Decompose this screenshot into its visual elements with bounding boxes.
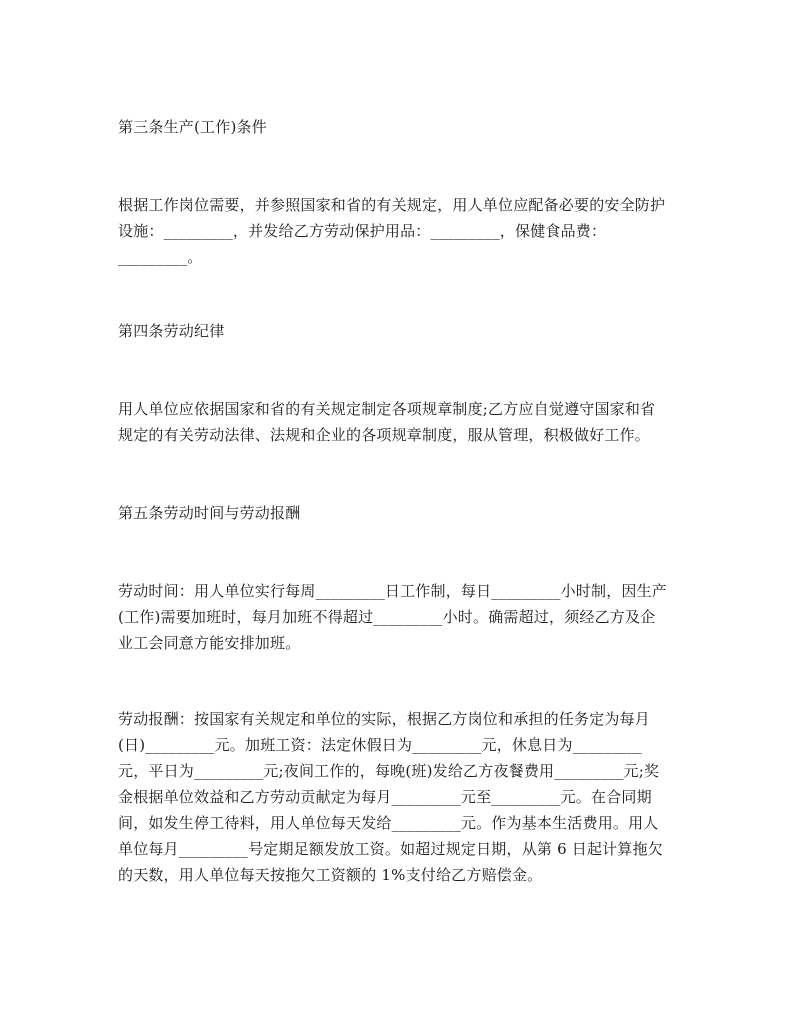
paragraph-line: 金根据单位效益和乙方劳动贡献定为每月_________元至_________元。在合同期 <box>118 788 652 806</box>
paragraph-line: (日)_________元。加班工资：法定休假日为_________元，休息日为_________ <box>118 736 643 754</box>
paragraph-line: 业工会同意方能安排加班。 <box>118 634 301 652</box>
paragraph-line: 单位每月_________号定期足额发放工资。如超过规定日期，从第 6 日起计算拖欠 <box>118 840 663 858</box>
article5-heading <box>118 500 688 526</box>
remuneration-paragraph <box>118 706 688 888</box>
paragraph-line: 设施：_________，并发给乙方劳动保护用品：_________，保健食品费： <box>118 222 607 240</box>
paragraph-line: 规定的有关劳动法律、法规和企业的各项规章制度，服从管理，积极做好工作。 <box>118 426 651 444</box>
paragraph-line: 根据工作岗位需要，并参照国家和省的有关规定，用人单位应配备必要的安全防护 <box>118 196 666 214</box>
heading-text: 第三条生产(工作)条件 <box>118 118 267 136</box>
article4-heading <box>118 318 688 344</box>
article3-paragraph <box>118 192 688 270</box>
paragraph-line: 用人单位应依据国家和省的有关规定制定各项规章制度;乙方应自觉遵守国家和省 <box>118 400 656 418</box>
paragraph-line: 间，如发生停工待料，用人单位每天发给_________元。作为基本生活费用。用人 <box>118 814 659 832</box>
paragraph-line: 的天数，用人单位每天按拖欠工资额的 1%支付给乙方赔偿金。 <box>118 866 543 884</box>
heading-text: 第五条劳动时间与劳动报酬 <box>118 504 301 522</box>
heading-text: 第四条劳动纪律 <box>118 322 225 340</box>
paragraph-line: 劳动时间：用人单位实行每周_________日工作制，每日_________小时制，因生产 <box>118 582 668 600</box>
paragraph-line: 劳动报酬：按国家有关规定和单位的实际，根据乙方岗位和承担的任务定为每月 <box>118 710 651 728</box>
paragraph-line: _________。 <box>118 248 203 266</box>
article3-heading <box>118 114 688 140</box>
working-hours-paragraph <box>118 578 688 656</box>
paragraph-line: 元，平日为_________元;夜间工作的，每晚(班)发给乙方夜餐费用_________元;奖 <box>118 762 660 780</box>
article4-paragraph <box>118 396 688 448</box>
paragraph-line: (工作)需要加班时，每月加班不得超过_________小时。确需超过，须经乙方及企 <box>118 608 656 626</box>
